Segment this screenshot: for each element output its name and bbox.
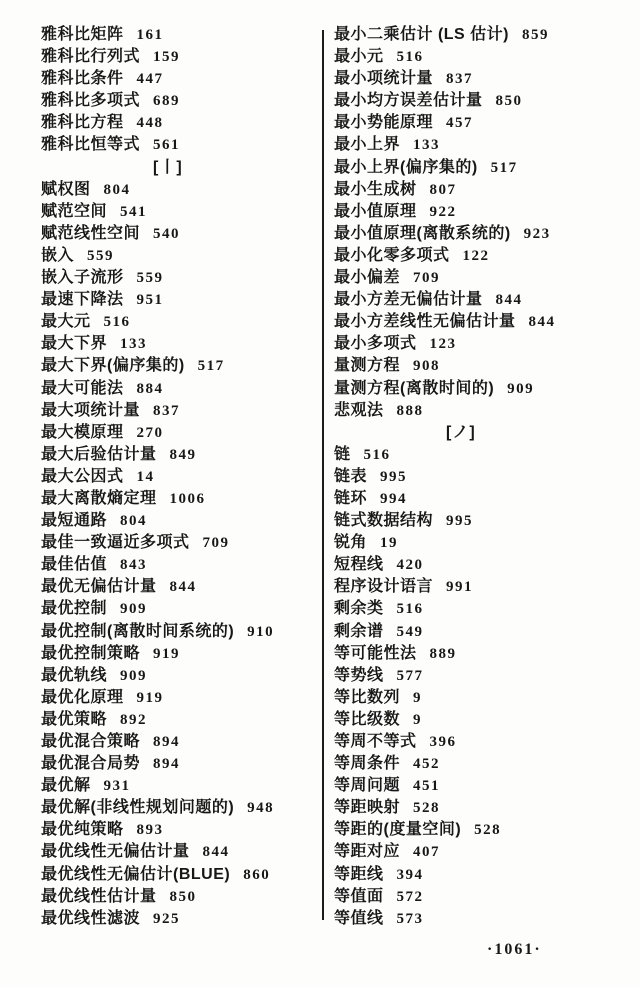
entry-page-number: 559 xyxy=(136,270,164,287)
entry-term: 最小多项式 xyxy=(334,335,417,353)
entry-page-number: 516 xyxy=(363,446,391,463)
entry-page-number: 923 xyxy=(523,225,551,242)
index-entry xyxy=(334,554,634,576)
index-entry xyxy=(334,709,634,731)
index-entry xyxy=(334,643,634,665)
entry-page-number: 19 xyxy=(380,535,399,552)
index-entry xyxy=(334,598,634,620)
entry-page-number: 540 xyxy=(153,225,181,242)
index-entry xyxy=(41,68,319,90)
entry-term: 雅科比条件 xyxy=(41,70,124,88)
entry-page-number: 843 xyxy=(120,557,148,574)
entry-page-number: 451 xyxy=(413,778,441,795)
entry-page-number: 133 xyxy=(413,137,441,154)
entry-page-number: 689 xyxy=(153,93,181,110)
index-entry xyxy=(41,775,319,797)
entry-page-number: 14 xyxy=(136,468,155,485)
index-entry xyxy=(334,400,634,422)
entry-term: 最优控制(离散时间系统的) xyxy=(41,622,235,640)
entry-page-number: 849 xyxy=(169,446,197,463)
index-entry xyxy=(334,665,634,687)
entry-page-number: 909 xyxy=(120,667,148,684)
index-entry xyxy=(41,112,319,134)
entry-term: 雅科比多项式 xyxy=(41,92,141,110)
index-entry xyxy=(334,532,634,554)
entry-page-number: 995 xyxy=(446,513,474,530)
entry-page-number: 991 xyxy=(446,579,474,596)
entry-page-number: 528 xyxy=(474,822,502,839)
index-entry xyxy=(41,46,319,68)
index-entry xyxy=(334,797,634,819)
index-entry xyxy=(334,289,634,311)
entry-page-number: 122 xyxy=(462,247,490,264)
entry-term: 最小化零多项式 xyxy=(334,246,450,264)
index-entry xyxy=(334,333,634,355)
entry-term: 雅科比恒等式 xyxy=(41,136,141,154)
entry-page-number: 407 xyxy=(413,844,441,861)
index-entry xyxy=(334,466,634,488)
entry-page-number: 844 xyxy=(202,844,230,861)
entry-page-number: 573 xyxy=(396,910,424,927)
index-entry xyxy=(334,488,634,510)
index-entry xyxy=(41,598,319,620)
index-entry xyxy=(334,24,634,46)
index-entry xyxy=(334,90,634,112)
entry-page-number: 804 xyxy=(120,513,148,530)
entry-page-number: 549 xyxy=(396,623,424,640)
entry-page-number: 420 xyxy=(396,557,424,574)
index-entry xyxy=(41,709,319,731)
index-entry xyxy=(334,576,634,598)
index-entry xyxy=(334,68,634,90)
entry-term: 等值线 xyxy=(334,909,384,927)
index-entry xyxy=(334,223,634,245)
entry-page-number: 919 xyxy=(153,645,181,662)
entry-page-number: 995 xyxy=(380,468,408,485)
entry-page-number: 516 xyxy=(396,49,424,66)
entry-term: 赋范线性空间 xyxy=(41,224,141,242)
entry-term: 剩余谱 xyxy=(334,622,384,640)
entry-term: 悲观法 xyxy=(334,401,384,419)
entry-page-number: 396 xyxy=(429,734,457,750)
entry-page-number: 807 xyxy=(429,181,457,198)
index-entry xyxy=(41,908,319,930)
entry-term: 程序设计语言 xyxy=(334,578,434,596)
entry-page-number: 837 xyxy=(153,402,181,419)
entry-term: 最小值原理 xyxy=(334,202,417,220)
index-entry xyxy=(41,267,319,289)
entry-term: 等势线 xyxy=(334,666,384,684)
entry-page-number: 447 xyxy=(136,71,164,88)
index-entry xyxy=(41,488,319,510)
entry-term: 最优混合策略 xyxy=(41,733,141,750)
entry-term: 赋范空间 xyxy=(41,202,108,220)
index-entry xyxy=(41,444,319,466)
entry-term: 最大元 xyxy=(41,313,91,331)
entry-term: 最小势能原理 xyxy=(334,114,434,132)
index-entry xyxy=(334,112,634,134)
entry-term: 最大离散熵定理 xyxy=(41,489,157,507)
entry-term: 链环 xyxy=(334,489,368,507)
entry-page-number: 133 xyxy=(120,336,148,353)
index-entry xyxy=(41,819,319,841)
entry-term: 短程线 xyxy=(334,556,384,574)
index-entry xyxy=(41,687,319,709)
entry-page-number: 394 xyxy=(396,866,424,883)
index-entry xyxy=(41,621,319,643)
index-entry xyxy=(41,422,319,444)
index-column-right xyxy=(334,24,634,930)
entry-page-number: 910 xyxy=(247,623,275,640)
index-entry xyxy=(334,46,634,68)
entry-term: 最优化原理 xyxy=(41,688,124,706)
entry-term: 最优无偏估计量 xyxy=(41,578,157,596)
index-entry xyxy=(41,311,319,333)
entry-term: 最优线性滤波 xyxy=(41,909,141,927)
index-entry xyxy=(41,201,319,223)
index-entry xyxy=(41,378,319,400)
entry-term: 链 xyxy=(334,445,351,463)
index-entry xyxy=(41,223,319,245)
entry-term: 最小上界(偏序集的) xyxy=(334,158,478,176)
entry-page-number: 951 xyxy=(136,292,164,309)
entry-term: 最佳一致逼近多项式 xyxy=(41,534,190,552)
entry-term: 等值面 xyxy=(334,887,384,905)
index-entry xyxy=(334,886,634,908)
entry-term: 最小元 xyxy=(334,48,384,66)
entry-page-number: 541 xyxy=(120,203,148,220)
entry-page-number: 844 xyxy=(495,292,523,309)
index-entry xyxy=(41,576,319,598)
entry-term: 量测方程 xyxy=(334,357,401,375)
entry-page-number: 559 xyxy=(87,247,115,264)
entry-page-number: 448 xyxy=(136,115,164,132)
index-entry xyxy=(41,532,319,554)
entry-page-number: 888 xyxy=(396,402,424,419)
index-entry xyxy=(334,753,634,775)
entry-term: 最优解(非线性规划问题的) xyxy=(41,799,235,817)
entry-term: 等可能性法 xyxy=(334,644,417,662)
entry-term: 最小偏差 xyxy=(334,269,401,287)
entry-page-number: 994 xyxy=(380,490,408,507)
index-entry xyxy=(334,157,634,179)
entry-page-number: 850 xyxy=(169,888,197,905)
entry-page-number: 161 xyxy=(136,27,164,43)
section-header-label: [ノ] xyxy=(446,423,476,441)
index-entry xyxy=(334,908,634,930)
entry-term: 最优策略 xyxy=(41,710,108,728)
index-entry xyxy=(334,179,634,201)
entry-term: 最大项统计量 xyxy=(41,401,141,419)
entry-page-number: 516 xyxy=(103,314,131,331)
entry-term: 等比级数 xyxy=(334,710,401,728)
section-header xyxy=(41,157,319,179)
entry-page-number: 931 xyxy=(103,778,131,795)
page-number: ·1061· xyxy=(487,941,542,958)
index-entry xyxy=(334,311,634,333)
index-entry xyxy=(334,201,634,223)
entry-page-number: 837 xyxy=(446,71,474,88)
entry-page-number: 860 xyxy=(243,866,271,883)
entry-term: 最优纯策略 xyxy=(41,821,124,839)
column-divider-rule xyxy=(322,30,324,920)
entry-term: 最优轨线 xyxy=(41,666,108,684)
index-entry xyxy=(334,444,634,466)
entry-page-number: 577 xyxy=(396,667,424,684)
entry-term: 链表 xyxy=(334,467,368,485)
entry-page-number: 919 xyxy=(136,689,164,706)
index-entry xyxy=(41,400,319,422)
section-header-label: [丨] xyxy=(153,158,183,176)
index-entry xyxy=(334,841,634,863)
entry-term: 剩余类 xyxy=(334,600,384,618)
entry-term: 最优控制策略 xyxy=(41,644,141,662)
entry-page-number: 925 xyxy=(153,910,181,927)
index-entry xyxy=(334,245,634,267)
entry-page-number: 1006 xyxy=(169,490,206,507)
entry-term: 最小上界 xyxy=(334,136,401,154)
index-entry xyxy=(41,665,319,687)
entry-term: 嵌入 xyxy=(41,246,75,264)
entry-page-number: 893 xyxy=(136,822,164,839)
entry-term: 最大可能法 xyxy=(41,379,124,397)
entry-page-number: 159 xyxy=(153,49,181,66)
entry-term: 锐角 xyxy=(334,534,368,552)
entry-page-number: 572 xyxy=(396,888,424,905)
entry-page-number: 709 xyxy=(202,535,230,552)
entry-term: 赋权图 xyxy=(41,180,91,198)
entry-term: 最大下界 xyxy=(41,335,108,353)
entry-page-number: 908 xyxy=(413,358,441,375)
entry-term: 最优解 xyxy=(41,777,91,795)
index-entry xyxy=(41,841,319,863)
index-entry xyxy=(334,621,634,643)
index-entry xyxy=(334,731,634,753)
entry-term: 最优线性估计量 xyxy=(41,887,157,905)
entry-term: 最大下界(偏序集的) xyxy=(41,357,185,375)
entry-page-number: 516 xyxy=(396,601,424,618)
index-entry xyxy=(41,797,319,819)
index-entry xyxy=(41,289,319,311)
entry-term: 嵌入子流形 xyxy=(41,269,124,287)
entry-term: 等周问题 xyxy=(334,777,401,795)
entry-term: 最速下降法 xyxy=(41,291,124,309)
entry-page-number: 844 xyxy=(169,579,197,596)
index-entry xyxy=(41,355,319,377)
index-entry xyxy=(41,643,319,665)
section-header xyxy=(334,422,634,444)
index-entry xyxy=(41,134,319,156)
index-entry xyxy=(41,333,319,355)
entry-term: 最优线性无偏估计(BLUE) xyxy=(41,865,231,883)
index-entry xyxy=(41,886,319,908)
index-entry xyxy=(334,775,634,797)
entry-term: 最优混合局势 xyxy=(41,755,141,773)
entry-term: 量测方程(离散时间的) xyxy=(334,379,495,397)
entry-term: 最小均方误差估计量 xyxy=(334,92,483,110)
entry-page-number: 889 xyxy=(429,645,457,662)
entry-term: 雅科比矩阵 xyxy=(41,26,124,43)
index-entry xyxy=(41,753,319,775)
entry-page-number: 517 xyxy=(197,358,225,375)
entry-page-number: 528 xyxy=(413,800,441,817)
entry-page-number: 894 xyxy=(153,734,181,750)
entry-term: 雅科比方程 xyxy=(41,114,124,132)
index-entry xyxy=(41,510,319,532)
entry-page-number: 457 xyxy=(446,115,474,132)
entry-page-number: 892 xyxy=(120,711,148,728)
entry-page-number: 948 xyxy=(247,800,275,817)
entry-page-number: 561 xyxy=(153,137,181,154)
index-entry xyxy=(334,687,634,709)
entry-term: 最小项统计量 xyxy=(334,70,434,88)
entry-page-number: 844 xyxy=(528,314,556,331)
entry-term: 最大后验估计量 xyxy=(41,445,157,463)
entry-term: 等距线 xyxy=(334,865,384,883)
index-entry xyxy=(41,731,319,753)
entry-term: 最小值原理(离散系统的) xyxy=(334,224,511,242)
index-entry xyxy=(334,355,634,377)
index-entry xyxy=(334,864,634,886)
entry-page-number: 270 xyxy=(136,424,164,441)
entry-term: 等距的(度量空间) xyxy=(334,821,462,839)
index-entry xyxy=(41,554,319,576)
entry-page-number: 894 xyxy=(153,756,181,773)
entry-page-number: 909 xyxy=(507,380,535,397)
entry-page-number: 922 xyxy=(429,203,457,220)
index-entry xyxy=(41,179,319,201)
index-entry xyxy=(41,245,319,267)
index-entry xyxy=(41,466,319,488)
entry-page-number: 517 xyxy=(490,159,518,176)
entry-term: 最小二乘估计 (LS 估计) xyxy=(334,26,509,43)
entry-term: 等周条件 xyxy=(334,755,401,773)
entry-term: 最大公因式 xyxy=(41,467,124,485)
entry-term: 最优线性无偏估计量 xyxy=(41,843,190,861)
index-entry xyxy=(334,819,634,841)
entry-term: 最小方差线性无偏估计量 xyxy=(334,313,516,331)
entry-page-number: 709 xyxy=(413,270,441,287)
entry-term: 最小生成树 xyxy=(334,180,417,198)
entry-term: 等距对应 xyxy=(334,843,401,861)
entry-term: 最小方差无偏估计量 xyxy=(334,291,483,309)
index-column-left xyxy=(41,24,319,930)
entry-page-number: 859 xyxy=(522,27,549,43)
index-entry xyxy=(334,134,634,156)
entry-page-number: 884 xyxy=(136,380,164,397)
entry-term: 最短通路 xyxy=(41,512,108,530)
index-entry xyxy=(334,378,634,400)
entry-term: 雅科比行列式 xyxy=(41,48,141,66)
entry-page-number: 9 xyxy=(413,711,423,728)
entry-term: 最佳估值 xyxy=(41,556,108,574)
entry-term: 等距映射 xyxy=(334,799,401,817)
entry-term: 最大模原理 xyxy=(41,423,124,441)
index-entry xyxy=(41,24,319,46)
index-entry xyxy=(41,90,319,112)
entry-term: 等周不等式 xyxy=(334,733,417,750)
entry-page-number: 123 xyxy=(429,336,457,353)
entry-term: 链式数据结构 xyxy=(334,512,434,530)
entry-page-number: 804 xyxy=(103,181,131,198)
index-entry xyxy=(334,510,634,532)
entry-page-number: 9 xyxy=(413,689,423,706)
entry-page-number: 452 xyxy=(413,756,441,773)
index-entry xyxy=(41,864,319,886)
index-entry xyxy=(334,267,634,289)
entry-page-number: 850 xyxy=(495,93,523,110)
entry-term: 等比数列 xyxy=(334,688,401,706)
entry-term: 最优控制 xyxy=(41,600,108,618)
entry-page-number: 909 xyxy=(120,601,148,618)
